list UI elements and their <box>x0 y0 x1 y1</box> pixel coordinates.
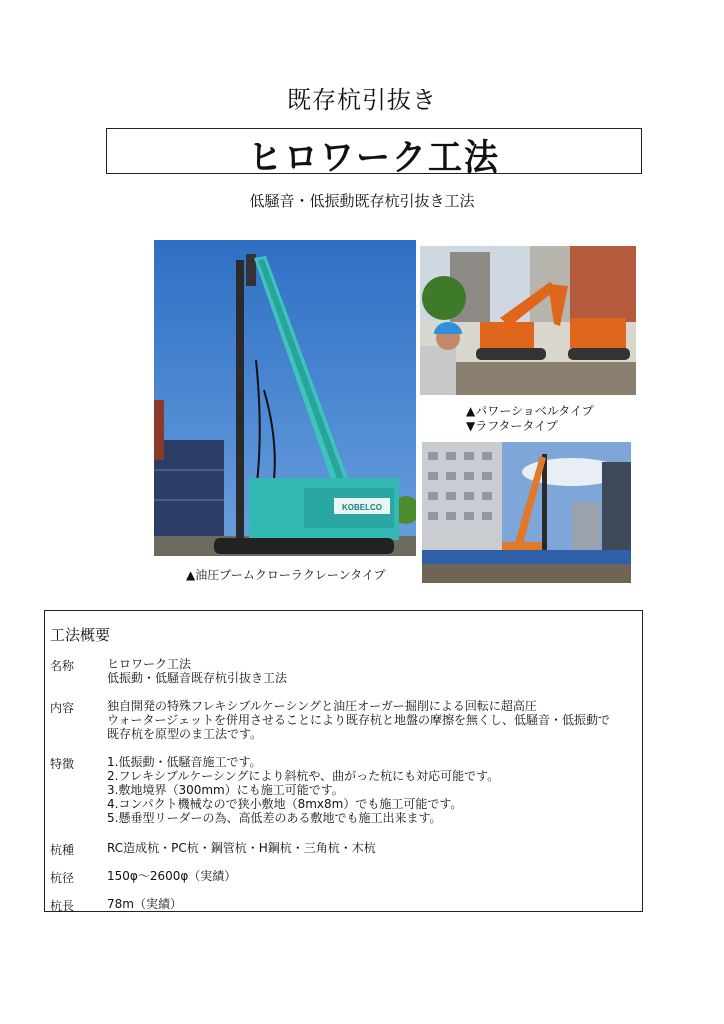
feature-item: 1.低振動・低騒音施工です。 <box>107 755 262 769</box>
content-line: ウォータージェットを併用させることにより既存杭と地盤の摩擦を無くし、低騒音・低振動で <box>107 713 611 727</box>
overview-heading: 工法概要 <box>50 626 111 644</box>
crane-photo <box>154 240 416 556</box>
name-value-2: 低振動・低騒音既存杭引抜き工法 <box>107 671 288 685</box>
document-supertitle: 既存杭引抜き <box>287 86 437 114</box>
document-title: ヒロワーク工法 <box>248 137 500 180</box>
pile-diameter-label: 杭径 <box>50 871 75 885</box>
content-line: 既存杭を原型のま工法です。 <box>107 727 263 741</box>
feature-item: 4.コンパクト機械なので狭小敷地（8mx8m）でも施工可能です。 <box>107 797 463 811</box>
pile-length-label: 杭長 <box>50 899 75 913</box>
pile-diameter-value: 150φ～2600φ（実績） <box>107 869 237 883</box>
feature-item: 5.懸垂型リーダーの為、高低差のある敷地でも施工出来ます。 <box>107 811 442 825</box>
content-label: 内容 <box>50 701 75 715</box>
feature-item: 3.敷地境界（300mm）にも施工可能です。 <box>107 783 344 797</box>
name-value-1: ヒロワーク工法 <box>107 657 192 671</box>
name-label: 名称 <box>50 659 75 673</box>
excavator-caption-1: ▲パワーショベルタイプ <box>466 404 594 418</box>
features-label: 特徴 <box>50 757 75 771</box>
excavator-photo <box>420 246 636 395</box>
document-subtitle: 低騒音・低振動既存杭引抜き工法 <box>249 192 475 210</box>
pile-type-label: 杭種 <box>50 843 75 857</box>
rough-terrain-photo <box>422 442 631 583</box>
pile-type-value: RC造成杭・PC杭・鋼管杭・H鋼杭・三角杭・木杭 <box>107 841 376 855</box>
content-line: 独自開発の特殊フレキシブルケーシングと油圧オーガー掘削による回転に超高圧 <box>107 699 537 713</box>
pile-length-value: 78m（実績） <box>107 897 182 911</box>
crane-logo-text: KOBELCO <box>342 503 382 512</box>
feature-item: 2.フレキシブルケーシングにより斜杭や、曲がった杭にも対応可能です。 <box>107 769 500 783</box>
excavator-caption-2: ▼ラフタータイプ <box>466 419 558 433</box>
crane-caption: ▲油圧ブームクローラクレーンタイプ <box>186 568 386 582</box>
